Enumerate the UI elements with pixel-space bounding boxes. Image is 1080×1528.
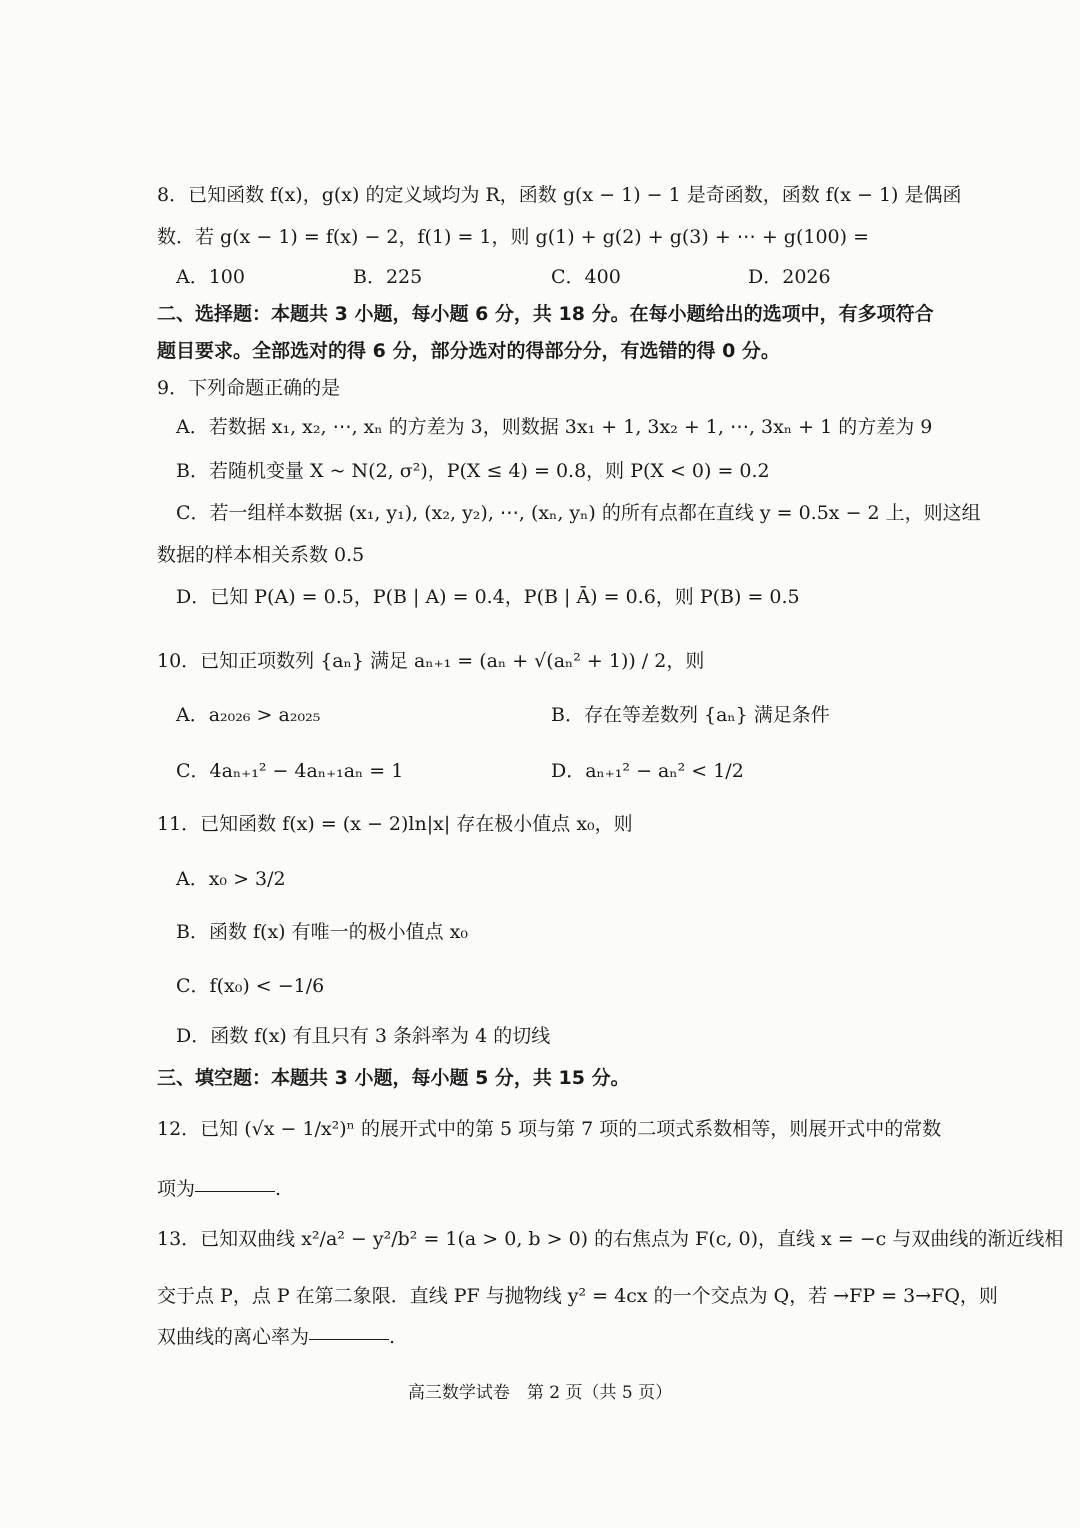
- q10-option-d: D．aₙ₊₁² − aₙ² < 1/2: [551, 760, 744, 782]
- q13-line-1: 13．已知双曲线 x²/a² − y²/b² = 1(a > 0, b > 0) 的右焦点为 F(c, 0)，直线 x = −c 与双曲线的渐近线相: [157, 1228, 1064, 1250]
- section-2-line-1: 二、选择题：本题共 3 小题，每小题 6 分，共 18 分。在每小题给出的选项中，有多项符合: [157, 303, 934, 325]
- q9-option-a: A．若数据 x₁, x₂, ⋯, xₙ 的方差为 3，则数据 3x₁ + 1, 3x₂ + 1, ⋯, 3xₙ + 1 的方差为 9: [176, 416, 933, 438]
- q9-option-d: D．已知 P(A) = 0.5，P(B | A) = 0.4，P(B | Ā) = 0.6，则 P(B) = 0.5: [176, 586, 800, 608]
- q9-option-b: B．若随机变量 X ~ N(2, σ²)，P(X ≤ 4) = 0.8，则 P(X < 0) = 0.2: [176, 460, 770, 482]
- section-3-heading: 三、填空题：本题共 3 小题，每小题 5 分，共 15 分。: [157, 1067, 630, 1089]
- q12-period: .: [275, 1178, 282, 1200]
- q9-stem: 9．下列命题正确的是: [157, 377, 341, 399]
- q10-option-b: B．存在等差数列 {aₙ} 满足条件: [551, 704, 830, 726]
- q8-option-c: C．400: [551, 266, 621, 288]
- q13-period: .: [389, 1326, 396, 1348]
- q11-option-c: C．f(x₀) < −1/6: [176, 975, 325, 997]
- q12-line-1: 12．已知 (√x − 1/x²)ⁿ 的展开式中的第 5 项与第 7 项的二项式系数相等，则展开式中的常数: [157, 1118, 942, 1140]
- q11-option-b: B．函数 f(x) 有唯一的极小值点 x₀: [176, 921, 468, 943]
- q8-option-d: D．2026: [748, 266, 831, 288]
- q9-option-c-line-2: 数据的样本相关系数 0.5: [157, 544, 365, 566]
- q13-line-3-text: 双曲线的离心率为: [157, 1326, 310, 1348]
- page-footer: 高三数学试卷 第 2 页（共 5 页）: [407, 1383, 673, 1403]
- q12-line-2-text: 项为: [157, 1178, 196, 1200]
- q13-line-3: [157, 1328, 395, 1347]
- q8-line-1: 8．已知函数 f(x)，g(x) 的定义域均为 R，函数 g(x − 1) − 1 是奇函数，函数 f(x − 1) 是偶函: [157, 184, 962, 206]
- q12-answer-blank[interactable]: [195, 1191, 275, 1192]
- section-2-line-2: 题目要求。全部选对的得 6 分，部分选对的得部分分，有选错的得 0 分。: [157, 340, 780, 362]
- q13-line-2: 交于点 P，点 P 在第二象限．直线 PF 与抛物线 y² = 4cx 的一个交点为 Q，若 →FP = 3→FQ，则: [157, 1285, 998, 1307]
- q11-option-d: D．函数 f(x) 有且只有 3 条斜率为 4 的切线: [176, 1025, 551, 1047]
- q9-option-c-line-1: C．若一组样本数据 (x₁, y₁), (x₂, y₂), ⋯, (xₙ, yₙ) 的所有点都在直线 y = 0.5x − 2 上，则这组: [176, 502, 981, 524]
- q10-option-c: C．4aₙ₊₁² − 4aₙ₊₁aₙ = 1: [176, 760, 404, 782]
- q10-option-a: A．a₂₀₂₆ > a₂₀₂₅: [176, 704, 321, 726]
- q13-answer-blank[interactable]: [309, 1339, 389, 1340]
- q8-option-a: A．100: [176, 266, 245, 288]
- q8-option-b: B．225: [353, 266, 423, 288]
- q11-stem: 11．已知函数 f(x) = (x − 2)ln|x| 存在极小值点 x₀，则: [157, 813, 633, 835]
- q11-option-a: A．x₀ > 3/2: [176, 868, 286, 890]
- q12-line-2: [157, 1180, 281, 1199]
- q10-stem: 10．已知正项数列 {aₙ} 满足 aₙ₊₁ = (aₙ + √(aₙ² + 1)) / 2，则: [157, 650, 705, 672]
- q8-line-2: 数．若 g(x − 1) = f(x) − 2，f(1) = 1，则 g(1) + g(2) + g(3) + ⋯ + g(100) =: [157, 226, 869, 248]
